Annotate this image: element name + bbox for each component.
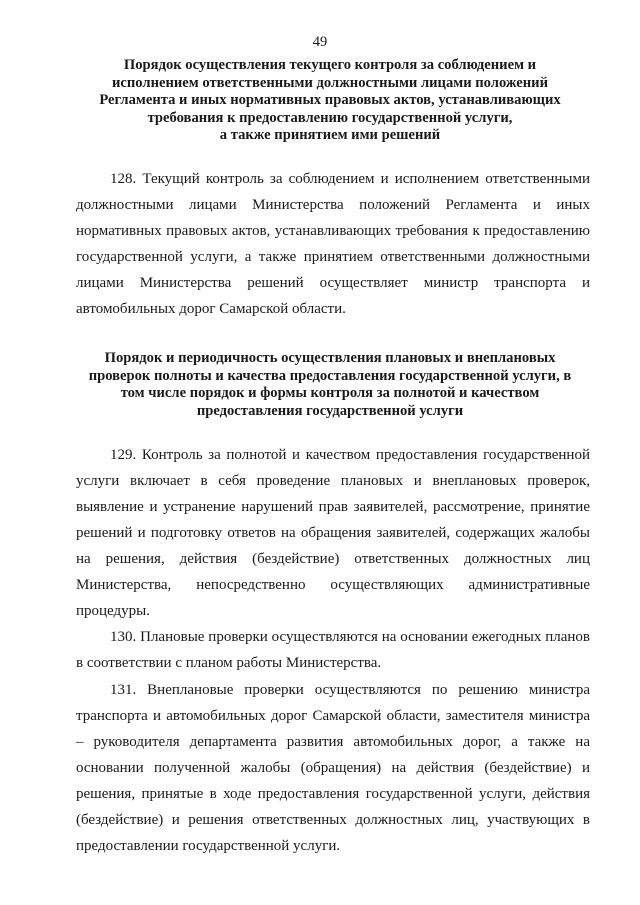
section-heading-current-control xyxy=(70,57,590,145)
heading-line: Регламента и иных нормативных правовых актов, устанавливающих xyxy=(99,92,561,108)
paragraph-131: 131. Внеплановые проверки осуществляются по решению министра транспорта и автомобильных дорог Самарской области, заместителя министра – руководителя департамента развития автомобильных дорог, а также на основании полученной жалобы (обращения) на действия (бездействие) и решения, принятые в ходе предоставления государственной услуги, действия (бездействие) и решения ответственных должностных лиц, участвующих в предоставлении государственной услуги. xyxy=(76,682,590,854)
paragraph-128: 128. Текущий контроль за соблюдением и исполнением ответственными должностными лицами Министерства положений Регламента и иных нормативных правовых актов, устанавливающих требования к предоставлению государственной услуги, а также принятием ответственными должностными лицами Министерства решений осуществляет министр транспорта и автомобильных дорог Самарской области. xyxy=(76,171,590,317)
heading-line: а также принятием ими решений xyxy=(219,127,441,143)
heading-line: требования к предоставлению государственной услуги, xyxy=(147,109,513,126)
heading-line: Порядок и периодичность осуществления плановых и внеплановых xyxy=(104,350,556,366)
heading-line: том числе порядок и формы контроля за полнотой и качеством xyxy=(120,385,540,401)
heading-line: исполнением ответственными должностными лицами положений xyxy=(112,74,548,91)
page-number: 49 xyxy=(312,34,328,50)
heading-line: проверок полноты и качества предоставления государственной услуги, в xyxy=(88,367,572,384)
heading-line: Порядок осуществления текущего контроля за соблюдением и xyxy=(123,57,537,73)
section-heading-inspections xyxy=(70,350,590,420)
paragraph-129: 129. Контроль за полнотой и качеством предоставления государственной услуги включает в себя проведение плановых и внеплановых проверок, выявление и устранение нарушений прав заявителей, рассмотрение, принятие решений и подготовку ответов на обращения заявителей, содержащих жалобы на решения, действия (бездействие) ответственных должностных лиц Министерства, непосредственно осуществляющих административные процедуры. xyxy=(76,447,590,619)
paragraph-130: 130. Плановые проверки осуществляются на основании ежегодных планов в соответствии с планом работы Министерства. xyxy=(76,629,590,671)
heading-line: предоставления государственной услуги xyxy=(196,402,464,419)
